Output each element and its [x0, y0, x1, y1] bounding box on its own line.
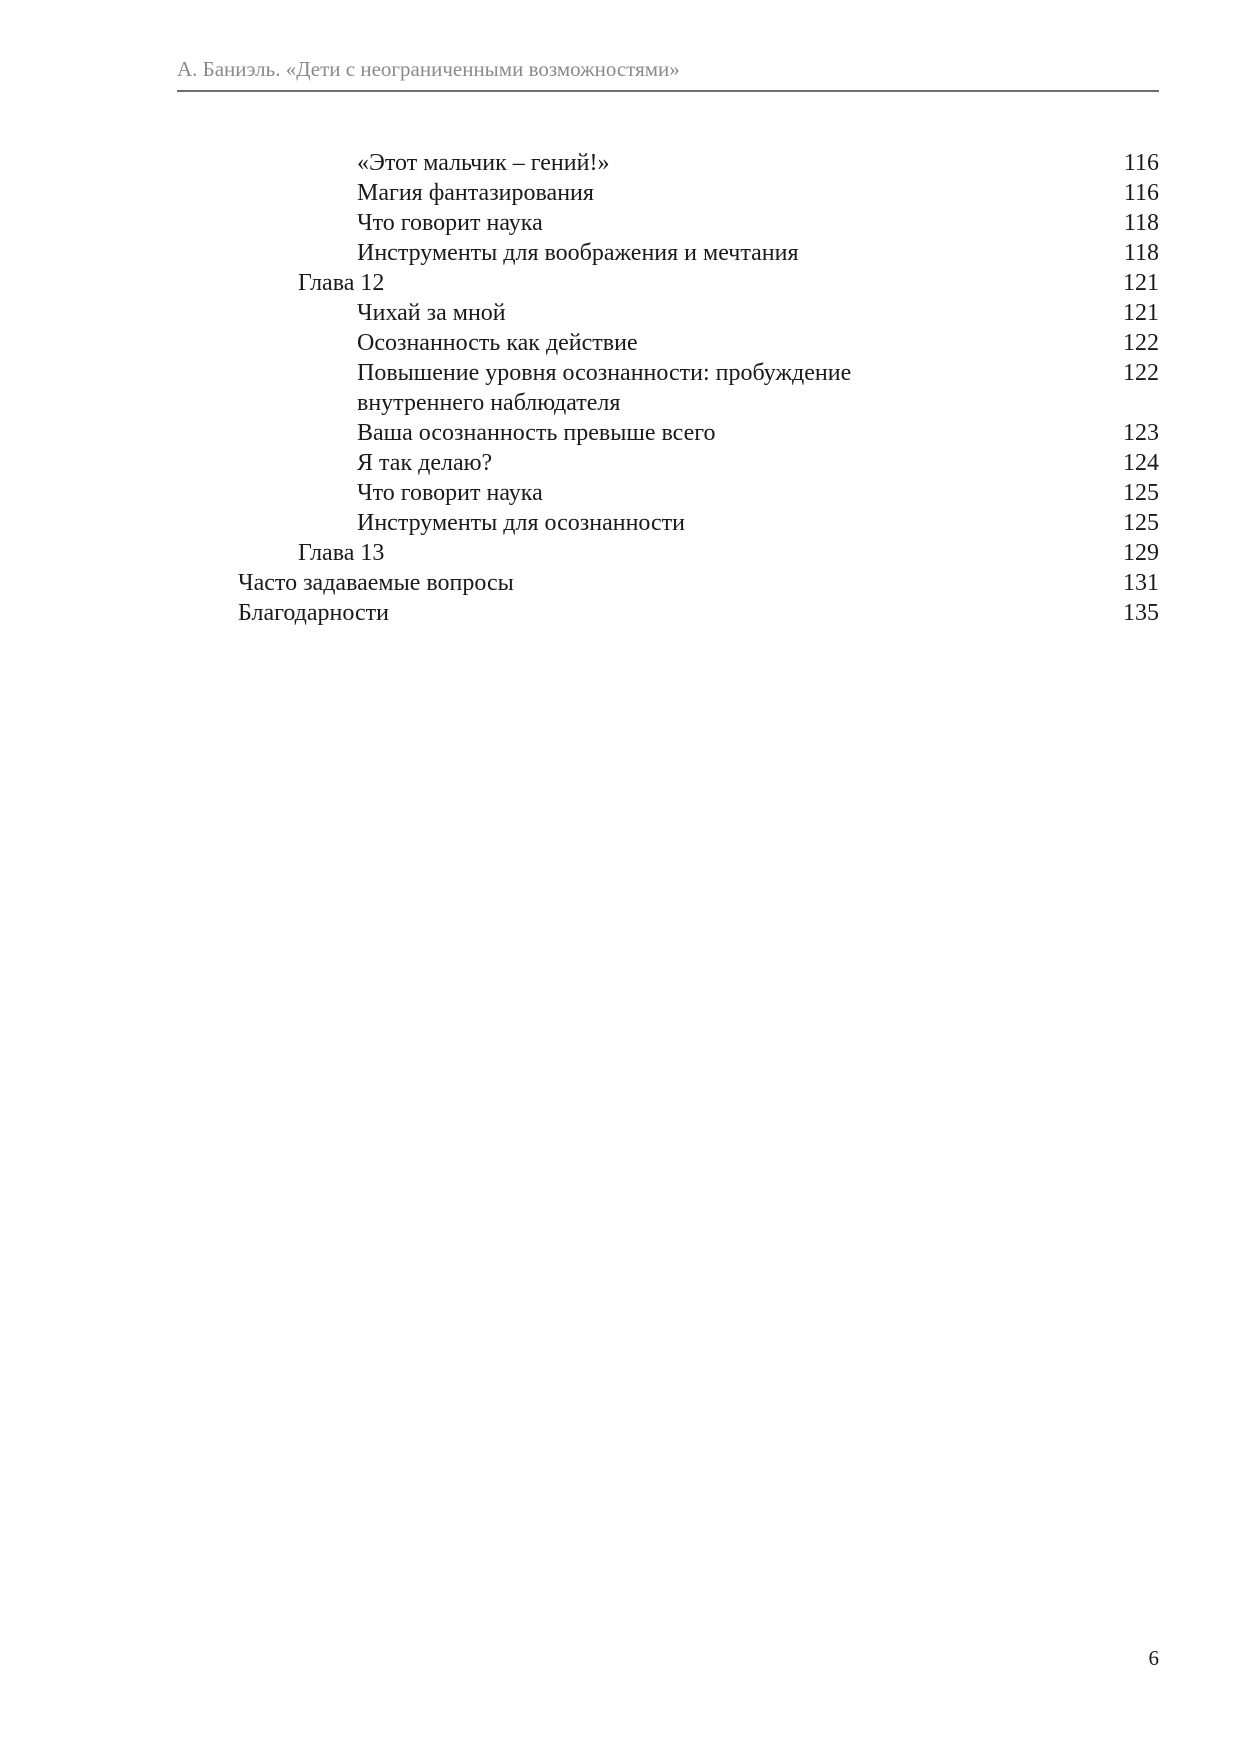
toc-entry-title: Глава 13: [298, 540, 385, 566]
running-header-text: А. Баниэль. «Дети с неограниченными возможностями»: [177, 57, 680, 81]
toc-entry-page: 116: [1123, 150, 1159, 176]
toc-entry-title: Повышение уровня осознанности: пробуждение внутреннего наблюдателя: [357, 360, 852, 416]
toc-entry-title: Часто задаваемые вопросы: [238, 570, 514, 596]
toc-entry-title: Ваша осознанность превыше всего: [357, 420, 716, 446]
toc-entry-page: 131: [1123, 570, 1159, 596]
toc-entry-page: 122: [1123, 330, 1159, 356]
toc-entry-title: «Этот мальчик – гений!»: [357, 150, 610, 176]
toc-entry-page: 125: [1123, 480, 1159, 506]
toc-entry-title: Что говорит наука: [357, 480, 543, 506]
toc-entry-title: Чихай за мной: [357, 300, 506, 326]
toc-entry-page: 124: [1123, 450, 1159, 476]
toc-entry-page: 125: [1123, 510, 1159, 536]
toc-entry-title: Что говорит наука: [357, 210, 543, 236]
toc-entry-page: 122: [1123, 360, 1159, 386]
page-number: 6: [1148, 1646, 1159, 1670]
toc-entry-page: 118: [1123, 210, 1159, 236]
toc-entry-title: Инструменты для осознанности: [357, 510, 685, 536]
toc-entry-page: 135: [1123, 600, 1159, 626]
running-header: [177, 56, 1159, 92]
toc-entry-page: 121: [1123, 270, 1159, 296]
toc-entry-title: Благодарности: [238, 600, 389, 626]
toc-entry-page: 116: [1123, 180, 1159, 206]
toc-entry-page: 118: [1123, 240, 1159, 266]
toc-entry-title: Инструменты для воображения и мечтания: [357, 240, 799, 266]
toc-entry-title: Глава 12: [298, 270, 385, 296]
toc-entry-page: 129: [1123, 540, 1159, 566]
toc-entry-title: Я так делаю?: [357, 450, 493, 476]
toc-entry-page: 123: [1123, 420, 1159, 446]
toc-entry-title: Осознанность как действие: [357, 330, 638, 356]
toc-entry-page: 121: [1123, 300, 1159, 326]
toc-entry-title: Магия фантазирования: [357, 180, 594, 206]
